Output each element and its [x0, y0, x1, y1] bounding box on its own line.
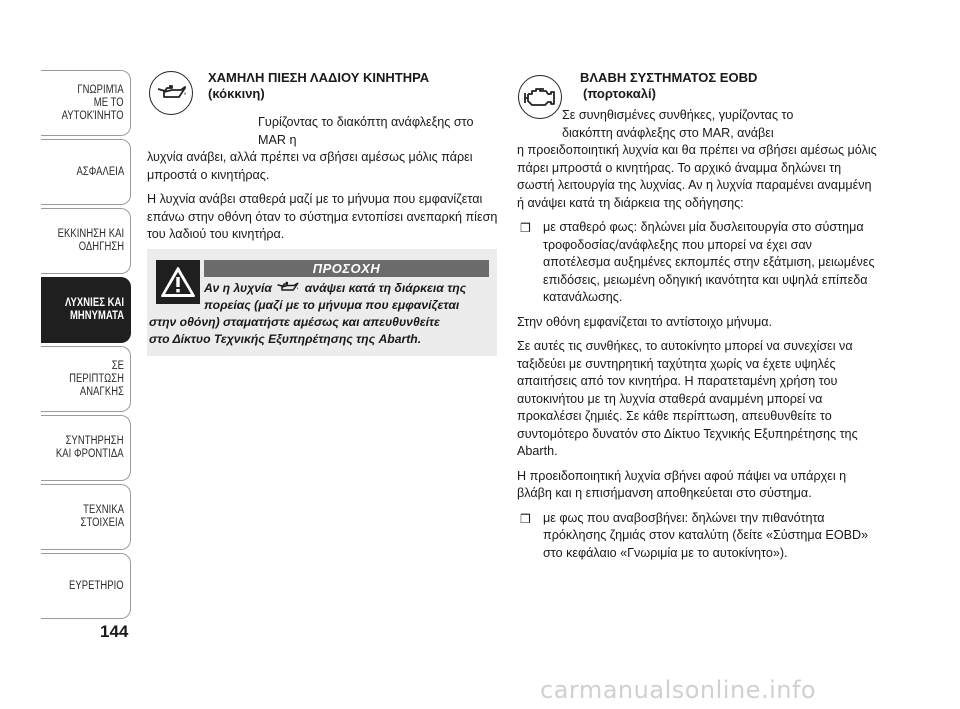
left-para1-rest: λυχνία ανάβει, αλλά πρέπει να σβήσει αμέσως μόλις πάρει μπροστά ο κινητήρας. — [147, 150, 473, 182]
heading-orange: (πορτοκαλί) — [583, 86, 656, 101]
warning-line2: πορείας (μαζί με το μήνυμα που εμφανίζεται — [204, 298, 460, 312]
left-para1-first: Γυρίζοντας το διακόπτη ανάφλεξης στο MAR η — [258, 115, 474, 147]
tab-label: ΕΚΚΙΝΗΣΗ ΚΑΙ ΟΔΗΓΗΣΗ — [57, 228, 124, 253]
warning-line4: στο Δίκτυο Τεχνικής Εξυπηρέτησης της Abarth. — [149, 332, 422, 346]
tab-label: ΕΥΡΕΤΗΡΙΟ — [69, 579, 124, 592]
heading-eobd-fault: ΒΛΑΒΗ ΣΥΣΤΗΜΑΤΟΣ EOBD — [580, 70, 758, 85]
heading-red: (κόκκινη) — [208, 86, 265, 101]
tab-label: ΣΕ ΠΕΡΙΠΤΩΣΗ ΑΝΑΓΚΗΣ — [69, 359, 124, 398]
warning-line3: στην οθόνη) σταματήστε αμέσως και απευθυνθείτε — [149, 315, 440, 329]
tab-label: ΛΥΧΝΙΕΣ ΚΑΙ ΜΗΝΥΜΑΤΑ — [64, 297, 124, 322]
right-para1-rest: η προειδοποιητική λυχνία και θα πρέπει να σβήσει αμέσως μόλις πάρει μπροστά ο κινητήρας. Το αρχικό άναμμα δηλώνει τη σωστή λειτουργία της λυχνίας. Αν η λυχνία παραμένει αναμμένη ή ανάψει κατά τη διάρκεια της οδήγησης: — [517, 143, 877, 210]
tab-gnorimia[interactable] — [41, 70, 131, 136]
right-para1-first: Σε συνηθισμένες συνθήκες, γυρίζοντας το — [562, 108, 794, 122]
tab-asfaleia[interactable] — [41, 139, 131, 205]
right-para1-second: διακόπτη ανάφλεξης στο MAR, ανάβει — [562, 125, 774, 140]
tab-ekkinisi[interactable] — [41, 208, 131, 274]
warning-title: ΠΡΟΣΟΧΗ — [204, 260, 489, 277]
oil-can-icon — [149, 71, 193, 115]
warning-triangle-icon — [156, 260, 200, 304]
right-para3: Σε αυτές τις συνθήκες, το αυτοκίνητο μπορεί να συνεχίσει να ταξιδεύει με συντηρητική ταχύτητα χωρίς να έχετε υψηλές απαιτήσεις από τον κινητήρα. Η παρατεταμένη χρήση του αυτοκινήτου με τη λυχνία σταθερά αναμμένη μπορεί να προκαλέσει ζημιές. Σε κάθε περίπτωση, απευθυνθείτε το συντομότερο δυνατόν στο Δίκτυο Τεχνικής Εξυπηρέτησης της Abarth. — [517, 339, 858, 458]
warning-line1a: Αν η λυχνία — [204, 281, 272, 295]
bullet-steady-text: με σταθερό φως: δηλώνει μία δυσλειτουργία στο σύστημα τροφοδοσίας/ανάφλεξης που μπορεί να έχει σαν αποτέλεσμα αυξημένες εκπομπές στην εξάτμιση, μειωμένες επιδόσεις, μειωμένη οδηγική ικανότητα και υψηλά επίπεδα κατανάλωσης. — [543, 220, 875, 304]
bullet-flashing-light: ❒ με φως που αναβοσβήνει: δηλώνει την πιθανότητα πρόκλησης ζημιάς στον καταλύτη (δείτε «Σύστημα EOBD» στο κεφάλαιο «Γνωριμία με το αυτοκίνητο»). — [520, 510, 869, 560]
bullet-flashing-text: με φως που αναβοσβήνει: δηλώνει την πιθανότητα πρόκλησης ζημιάς στον καταλύτη (δείτε «Σύστημα EOBD» στο κεφάλαιο «Γνωριμία με το αυτοκίνητο»). — [543, 510, 869, 560]
right-para4: Η προειδοποιητική λυχνία σβήνει αφού πάψει να υπάρχει η βλάβη και η επισήμανση αποθηκεύεται στο σύστημα. — [517, 468, 847, 500]
tab-label: ΓΝΩΡΙΜΊΑ ΜΕ ΤΟ ΑΥΤΟΚΊΝΗΤΟ — [61, 83, 124, 122]
tab-evretirio[interactable] — [41, 553, 131, 619]
tab-syntirisi[interactable] — [41, 415, 131, 481]
bullet-steady-light: ❒ με σταθερό φως: δηλώνει μία δυσλειτουργία στο σύστημα τροφοδοσίας/ανάφλεξης που μπορεί να έχει σαν αποτέλεσμα αυξημένες εκπομπές στην εξάτμιση, μειωμένες επιδόσεις, μειωμένη οδηγική ικανότητα και υψηλά επίπεδα κατανάλωσης. — [520, 220, 875, 304]
warning-line1b: ανάψει κατά τη διάρκεια της — [304, 281, 467, 295]
tab-anagkis[interactable] — [41, 346, 131, 412]
warning-box — [147, 249, 497, 356]
heading-low-oil-pressure: ΧΑΜΗΛΗ ΠΙΕΣΗ ΛΑΔΙΟΥ ΚΙΝΗΤΗΡΑ — [208, 70, 430, 85]
tab-label: ΣΥΝΤΗΡΗΣΗ ΚΑΙ ΦΡΟΝΤΙΔΑ — [56, 435, 124, 460]
watermark: carmanualsonline.info — [540, 676, 817, 704]
right-para2: Στην οθόνη εμφανίζεται το αντίστοιχο μήνυμα. — [517, 314, 772, 329]
oil-can-icon — [275, 281, 301, 293]
tab-label: ΑΣΦΑΛΕΙΑ — [76, 165, 124, 178]
tab-texnika[interactable] — [41, 484, 131, 550]
left-para2: Η λυχνία ανάβει σταθερά μαζί με το μήνυμα που εμφανίζεται επάνω στην οθόνη όταν το σύστημα εντοπίσει ανεπαρκή πίεση του λαδιού του κινητήρα. — [147, 192, 498, 241]
tab-lychnies[interactable] — [41, 277, 131, 343]
tab-label: ΤΕΧΝΙΚΑ ΣΤΟΙΧΕΙΑ — [80, 504, 124, 529]
page-number: 144 — [100, 622, 129, 641]
